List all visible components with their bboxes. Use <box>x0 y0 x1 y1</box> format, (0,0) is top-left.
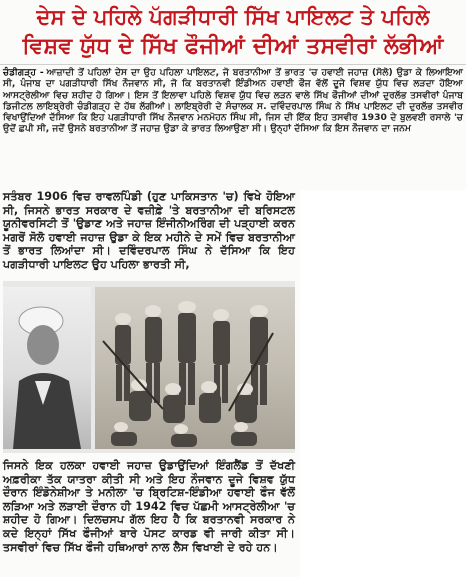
article-intro <box>3 67 463 135</box>
photo-area <box>3 281 295 453</box>
dateline: ਚੰਡੀਗੜ੍ਹ - <box>3 67 44 78</box>
pilot-figure <box>13 307 81 449</box>
photo-silhouettes <box>3 281 295 453</box>
article-paragraph-2: ਸਤੰਬਰ 1906 ਵਿਚ ਰਾਵਲਪਿੰਡੀ (ਹੁਣ ਪਾਕਿਸਤਾਨ 'ਚ) ਵਿਖੇ ਹੋਇਆ ਸੀ, ਜਿਸਨੇ ਭਾਰਤ ਸਰਕਾਰ ਦੇ ਵਜ਼ੀਫ਼ੇ 'ਤੇ ਬਰਤਾਨੀਆ ਦੀ ਬਰਿਸਟਲ ਯੂਨੀਵਰਸਿਟੀ ਤੋਂ 'ਉਡਾਣ ਅਤੇ ਜਹਾਜ਼ ਇੰਜੀਨੀਅਰਿੰਗ ਦੀ ਪੜ੍ਹਾਈ ਕਰਨ ਮਗਰੋਂ ਸੋਲੋ ਹਵਾਈ ਜਹਾਜ਼ ਉਡਾ ਕੇ ਇਕ ਮਹੀਨੇ ਦੇ ਸਮੇਂ ਵਿਚ ਬਰਤਾਨੀਆ ਤੋਂ ਭਾਰਤ ਲਿਆਂਦਾ ਸੀ। ਦਵਿੰਦਰਪਾਲ ਸਿੰਘ ਨੇ ਦੱਸਿਆ ਕਿ ਇਹ ਪਗੜੀਧਾਰੀ ਪਾਇਲਟ ਉਹ ਪਹਿਲਾ ਭਾਰਤੀ ਸੀ, <box>3 190 295 271</box>
soldiers-figures <box>103 301 273 447</box>
headline <box>2 2 464 62</box>
article-paragraph-3: ਜਿਸਨੇ ਇਕ ਹਲਕਾ ਹਵਾਈ ਜਹਾਜ਼ ਉਡਾਉਂਦਿਆਂ ਇੰਗਲੈਂਡ ਤੋਂ ਦੱਖਣੀ ਅਫ਼ਰੀਕਾ ਤੱਕ ਯਾਤਰਾ ਕੀਤੀ ਸੀ ਅਤੇ ਇਹ ਨੌਜਵਾਨ ਦੂਜੇ ਵਿਸ਼ਵ ਯੁੱਧ ਦੌਰਾਨ ਇੰਡੋਨੇਸ਼ੀਆ ਤੇ ਮਨੀਲਾ 'ਚ ਬ੍ਰਿਟਿਸ਼-ਇੰਡੀਆ ਹਵਾਈ ਫੌਜ ਵੱਲੋਂ ਲੜਿਆ ਅਤੇ ਲੜਾਈ ਦੌਰਾਨ ਹੀ 1942 ਵਿਚ ਪੱਛਮੀ ਆਸਟ੍ਰੇਲੀਆ 'ਚ ਸ਼ਹੀਦ ਹੋ ਗਿਆ। ਦਿਲਚਸਪ ਗੱਲ ਇਹ ਹੈ ਕਿ ਬਰਤਾਨਵੀ ਸਰਕਾਰ ਨੇ ਕਦੇ ਇਨ੍ਹਾਂ ਸਿੱਖ ਫੌਜੀਆਂ ਬਾਰੇ ਪੋਸਟ ਕਾਰਡ ਵੀ ਜਾਰੀ ਕੀਤਾ ਸੀ। ਤਸਵੀਰਾਂ ਵਿਚ ਸਿੱਖ ਫੌਜੀ ਹਥਿਆਰਾਂ ਨਾਲ ਲੈਸ ਵਿਖਾਈ ਦੇ ਰਹੇ ਹਨ। <box>3 459 295 554</box>
headline-line-1: ਦੇਸ ਦੇ ਪਹਿਲੇ ਪੱਗੜੀਧਾਰੀ ਸਿੱਖ ਪਾਇਲਟ ਤੇ ਪਹਿਲੇ <box>36 5 430 29</box>
article-intro-text: ਆਜ਼ਾਦੀ ਤੋਂ ਪਹਿਲਾਂ ਦੇਸ ਦਾ ਉਹ ਪਹਿਲਾ ਪਾਇਲਟ, ਜੋ ਬਰਤਾਨੀਆ ਤੋਂ ਭਾਰਤ 'ਚ ਹਵਾਈ ਜਹਾਜ਼ (ਸੋਲੋ) ਉਡਾ ਕੇ ਲਿਆਇਆ ਸੀ, ਪੰਜਾਬ ਦਾ ਪਗੜੀਧਾਰੀ ਸਿੱਖ ਨੌਜਵਾਨ ਸੀ, ਜੋ ਕਿ ਬਰਤਾਨਵੀ ਇੰਡੀਅਨ ਹਵਾਈ ਫੌਜ ਵੱਲੋਂ ਦੂਜੇ ਵਿਸ਼ਵ ਯੁੱਧ ਵਿਚ ਲੜਦਾ ਹੋਇਆ ਆਸਟ੍ਰੇਲੀਆ ਵਿਚ ਸ਼ਹੀਦ ਹੋ ਗਿਆ। ਇਸ ਤੋਂ ਇਲਾਵਾ ਪਹਿਲੇ ਵਿਸ਼ਵ ਯੁੱਧ ਵਿਚ ਲੜਨ ਵਾਲੇ ਸਿੱਖ ਫੌਜੀਆਂ ਦੀਆਂ ਦੁਰਲੱਭ ਤਸਵੀਰਾਂ ਪੰਜਾਬ ਡਿਜੀਟਲ ਲਾਇਬ੍ਰੇਰੀ ਚੰਡੀਗੜ੍ਹ ਦੇ ਹੱਥ ਲੱਗੀਆਂ। ਲਾਇਬ੍ਰੇਰੀ ਦੇ ਸੰਚਾਲਕ ਸ. ਦਵਿੰਦਰਪਾਲ ਸਿੰਘ ਨੇ ਸਿੱਖ ਪਾਇਲਟ ਦੀ ਦੁਰਲੱਭ ਤਸਵੀਰ ਵਿਖਾਉਂਦਿਆਂ ਦੱਸਿਆ ਕਿ ਇਹ ਪਗੜੀਧਾਰੀ ਸਿੱਖ ਨੌਜਵਾਨ ਮਨਮੋਹਨ ਸਿੰਘ ਸੀ, ਜਿਸ ਦੀ ਇੱਕ ਇਹ ਤਸਵੀਰ 1930 ਦੇ ਬੁਲਵਈ ਰਸਾਲੇ 'ਚ ਉਦੋਂ ਛਪੀ ਸੀ, ਜਦੋਂ ਉਸਨੇ ਬਰਤਾਨੀਆ ਤੋਂ ਜਹਾਜ਼ ਉਡਾ ਕੇ ਭਾਰਤ ਲਿਆਉਣਾ ਸੀ। ਉਨ੍ਹਾਂ ਦੱਸਿਆ ਕਿ ਇਸ ਨੌਜਵਾਨ ਦਾ ਜਨਮ <box>3 67 463 135</box>
divider <box>0 64 466 65</box>
blank-margin <box>300 190 466 577</box>
headline-line-2: ਵਿਸ਼ਵ ਯੁੱਧ ਦੇ ਸਿੱਖ ਫੌਜੀਆਂ ਦੀਆਂ ਤਸਵੀਰਾਂ ਲੱਭੀਆਂ <box>22 34 444 59</box>
